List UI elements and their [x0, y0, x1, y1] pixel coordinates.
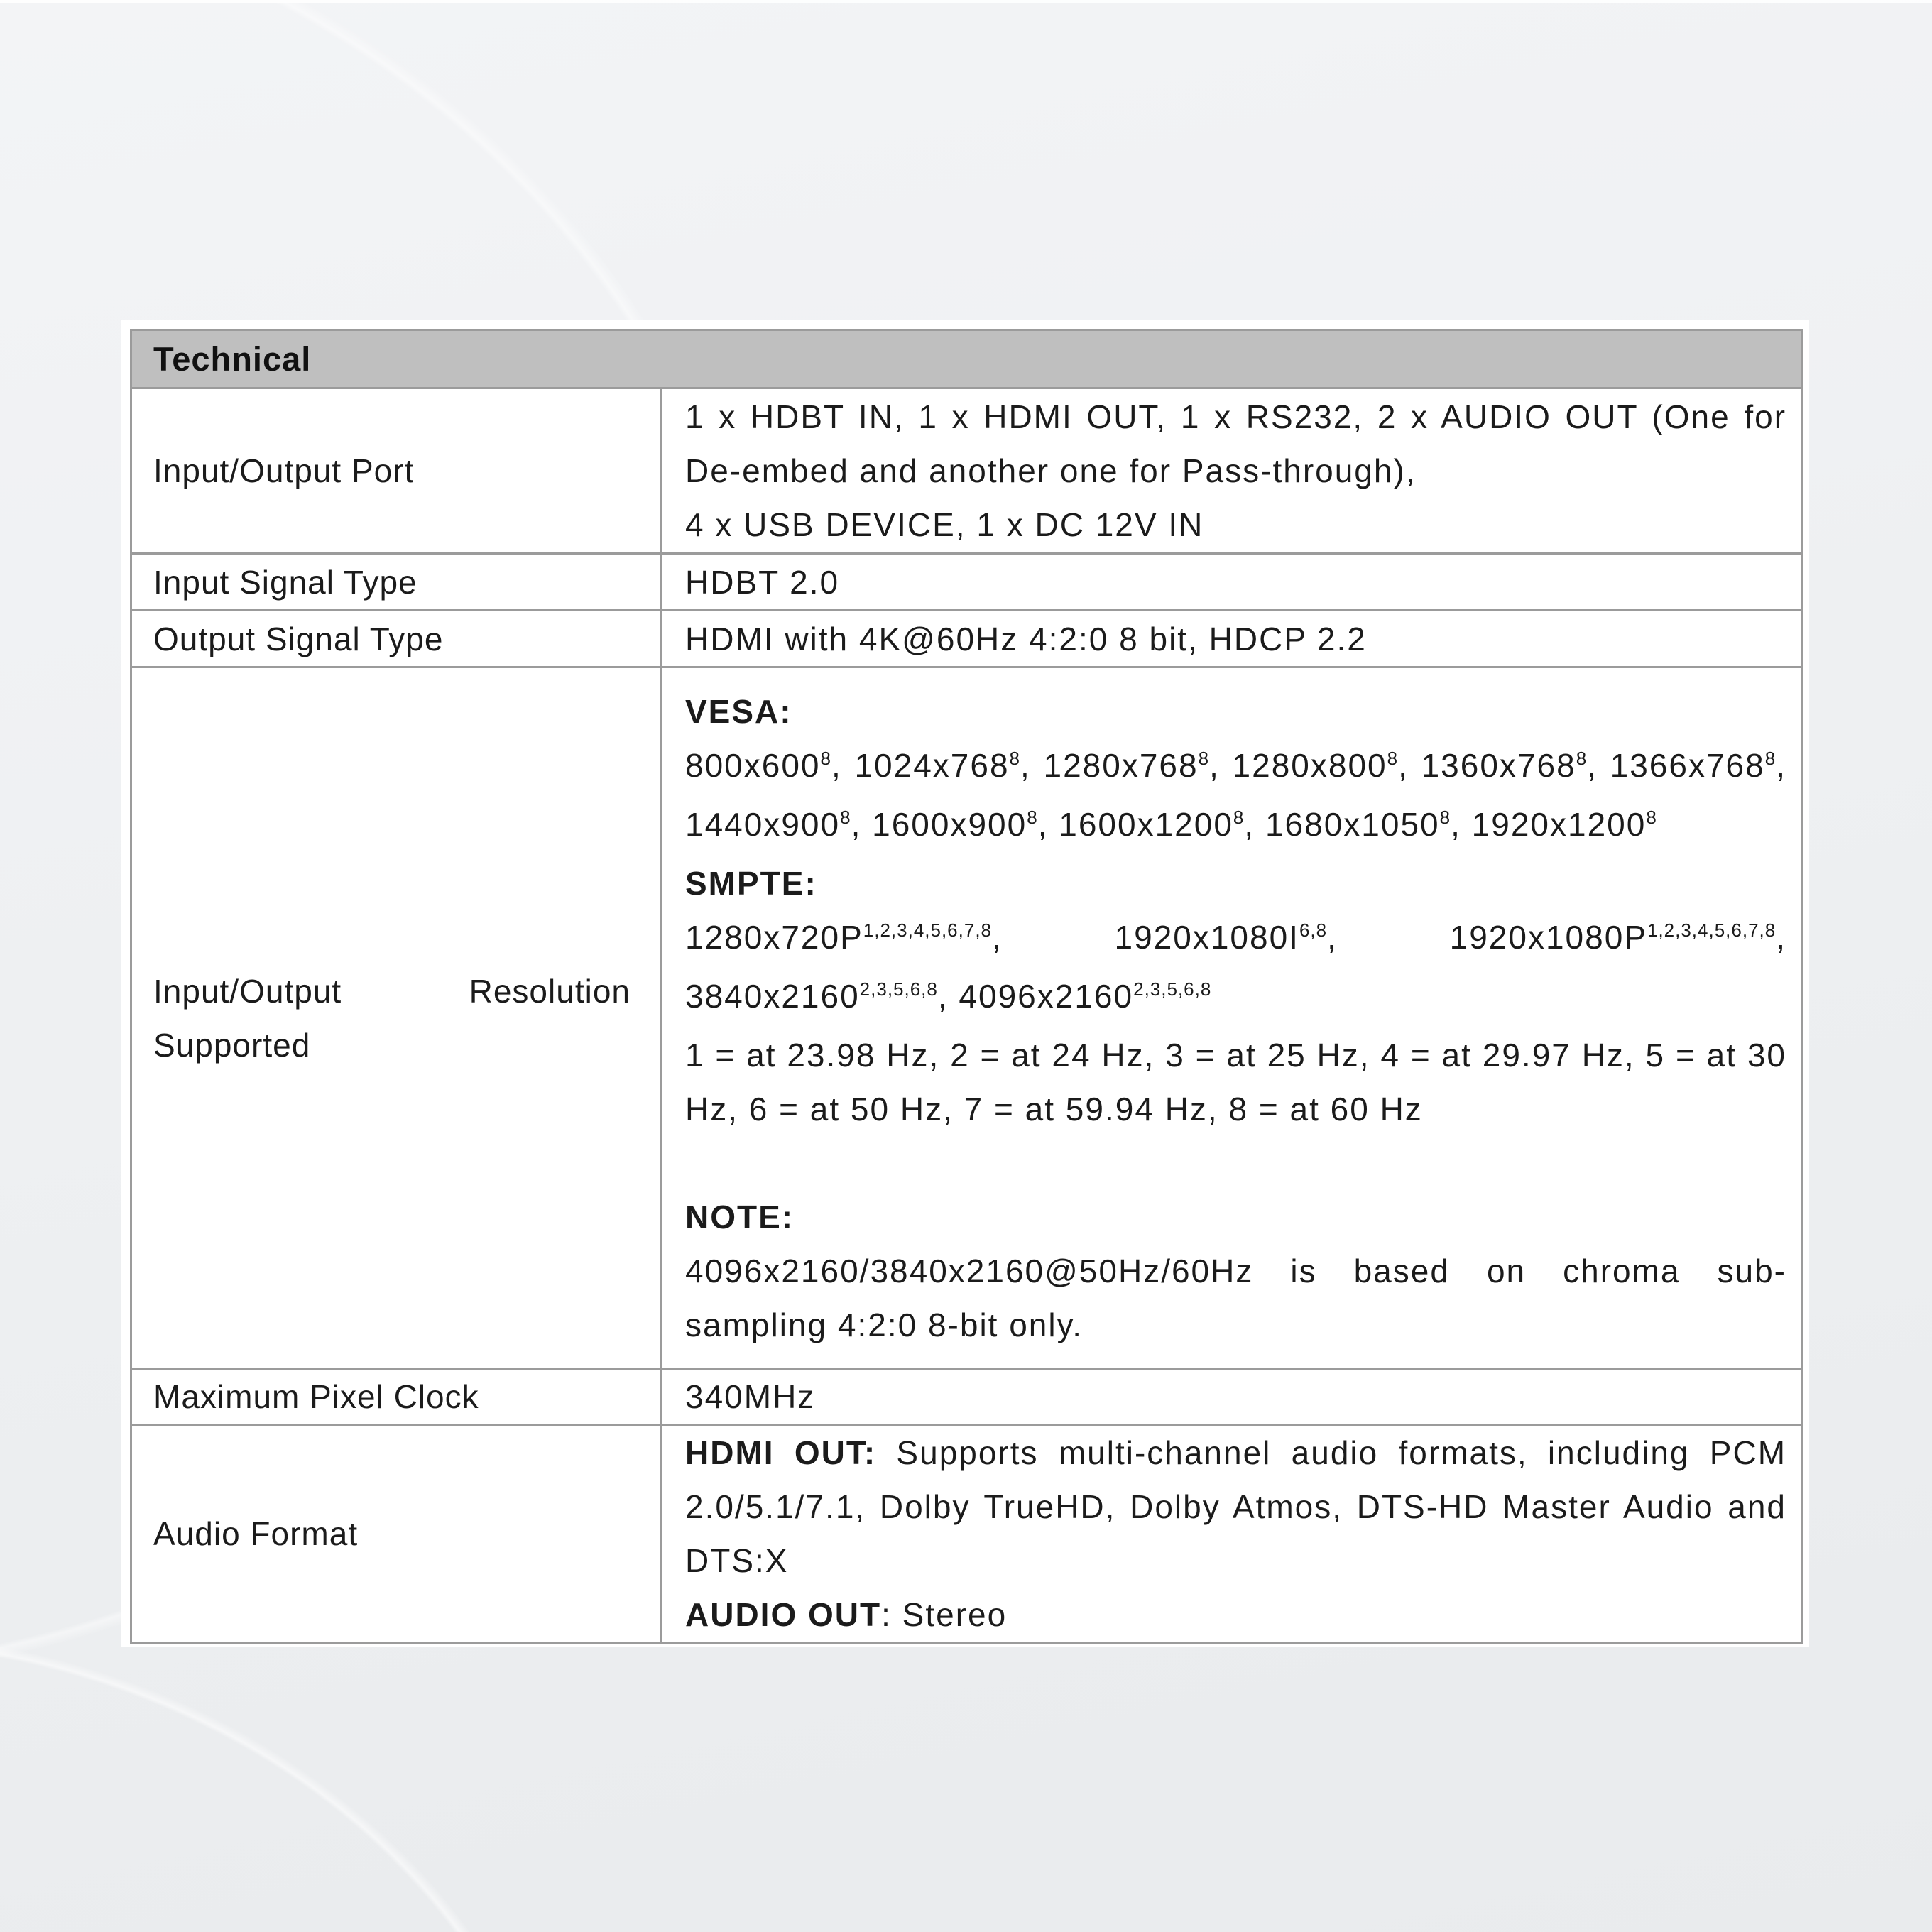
- superscript-footnote: 8: [840, 806, 851, 828]
- spec-label: Output Signal Type: [131, 611, 662, 667]
- text: , 1280x768: [1020, 746, 1199, 784]
- superscript-footnote: 1,2,3,4,5,6,7,8: [1647, 919, 1777, 941]
- superscript-footnote: 8: [1027, 806, 1038, 828]
- superscript-footnote: 1,2,3,4,5,6,7,8: [863, 919, 993, 941]
- superscript-footnote: 2,3,5,6,8: [859, 978, 938, 1000]
- spec-value: [662, 611, 1802, 667]
- spec-value: [662, 388, 1802, 554]
- spec-value: [662, 1425, 1802, 1643]
- text: 4 x USB DEVICE, 1 x DC 12V IN: [685, 506, 1204, 543]
- text: , 1024x768: [831, 746, 1010, 784]
- spec-value-paragraph: [685, 1370, 1786, 1424]
- superscript-footnote: 8: [1387, 747, 1399, 769]
- table-row: [131, 554, 1802, 611]
- text: , 1280x800: [1209, 746, 1387, 784]
- text: , 1920x1080I: [992, 918, 1299, 956]
- text: : Stereo: [881, 1596, 1008, 1633]
- table-row: [131, 388, 1802, 554]
- text: 1280x720P: [685, 918, 863, 956]
- text: , 3840x2160: [685, 918, 1787, 1015]
- superscript-footnote: 8: [1439, 806, 1451, 828]
- spec-table: [130, 329, 1803, 1644]
- spec-value-paragraph: [685, 856, 1786, 910]
- spec-value-paragraph: [685, 910, 1786, 1028]
- superscript-footnote: 8: [820, 747, 831, 769]
- text: , 1600x900: [851, 805, 1027, 843]
- superscript-footnote: 8: [1646, 806, 1657, 828]
- spec-label: Maximum Pixel Clock: [131, 1369, 662, 1425]
- spec-value: [662, 1369, 1802, 1425]
- superscript-footnote: 6,8: [1299, 919, 1328, 941]
- table-row: [131, 1369, 1802, 1425]
- bold-text: VESA:: [685, 692, 792, 730]
- spec-value-paragraph: [685, 1028, 1786, 1136]
- spec-table-body: [131, 388, 1802, 1643]
- text: 1 x HDBT IN, 1 x HDMI OUT, 1 x RS232, 2 x AUDIO OUT (One for De-embed and another one for Pass-through),: [685, 398, 1787, 489]
- spec-value-paragraph: [685, 555, 1786, 609]
- text: 800x600: [685, 746, 821, 784]
- spec-label: Audio Format: [131, 1425, 662, 1643]
- spec-label: Input/Output Resolution Supported: [131, 667, 662, 1369]
- table-title: Technical: [131, 330, 1802, 388]
- table-row: [131, 1425, 1802, 1643]
- spec-value-paragraph: [685, 1426, 1786, 1588]
- text: Supports multi-channel audio formats, including PCM 2.0/5.1/7.1, Dolby TrueHD, Dolby Atmos, DTS-HD Master Audio and DTS:X: [685, 1434, 1787, 1579]
- text: 1 = at 23.98 Hz, 2 = at 24 Hz, 3 = at 25 Hz, 4 = at 29.97 Hz, 5 = at 30 Hz, 6 = at 50 Hz, 7 = at 59.94 Hz, 8 = at 60 Hz: [685, 1036, 1787, 1128]
- text: , 4096x2160: [937, 977, 1134, 1015]
- superscript-footnote: 8: [1233, 806, 1245, 828]
- content-sheet: [121, 320, 1809, 1647]
- text: , 1440x900: [685, 746, 1786, 843]
- table-header-row: [131, 330, 1802, 388]
- spec-value-paragraph: [685, 498, 1786, 552]
- text: , 1600x1200: [1037, 805, 1233, 843]
- spec-value-paragraph: [685, 1136, 1786, 1190]
- text: , 1920x1080P: [1327, 918, 1647, 956]
- spec-label: Input Signal Type: [131, 554, 662, 611]
- superscript-footnote: 8: [1009, 747, 1021, 769]
- spec-value-paragraph: [685, 390, 1786, 498]
- text: 340MHz: [685, 1378, 816, 1415]
- text: , 1680x1050: [1244, 805, 1440, 843]
- spec-value-paragraph: [685, 684, 1786, 738]
- text: , 1366x768: [1587, 746, 1765, 784]
- superscript-footnote: 2,3,5,6,8: [1133, 978, 1212, 1000]
- superscript-footnote: 8: [1576, 747, 1588, 769]
- text: , 1920x1200: [1451, 805, 1647, 843]
- spec-value: [662, 667, 1802, 1369]
- text: HDBT 2.0: [685, 563, 840, 601]
- spec-value-paragraph: [685, 1190, 1786, 1244]
- spec-label: Input/Output Port: [131, 388, 662, 554]
- bold-text: SMPTE:: [685, 864, 817, 902]
- table-row: [131, 611, 1802, 667]
- spec-value-paragraph: [685, 738, 1786, 856]
- bold-text: HDMI OUT:: [685, 1434, 877, 1471]
- superscript-footnote: 8: [1764, 747, 1777, 769]
- text: , 1360x768: [1398, 746, 1576, 784]
- bold-text: AUDIO OUT: [685, 1596, 882, 1633]
- table-row: [131, 667, 1802, 1369]
- text: HDMI with 4K@60Hz 4:2:0 8 bit, HDCP 2.2: [685, 620, 1367, 657]
- spec-value-paragraph: [685, 1244, 1786, 1352]
- bold-text: NOTE:: [685, 1198, 795, 1235]
- spec-value: [662, 554, 1802, 611]
- text: 4096x2160/3840x2160@50Hz/60Hz is based on chroma sub-sampling 4:2:0 8-bit only.: [685, 1252, 1787, 1343]
- spec-value-paragraph: [685, 1588, 1786, 1642]
- superscript-footnote: 8: [1198, 747, 1210, 769]
- spec-value-paragraph: [685, 612, 1786, 666]
